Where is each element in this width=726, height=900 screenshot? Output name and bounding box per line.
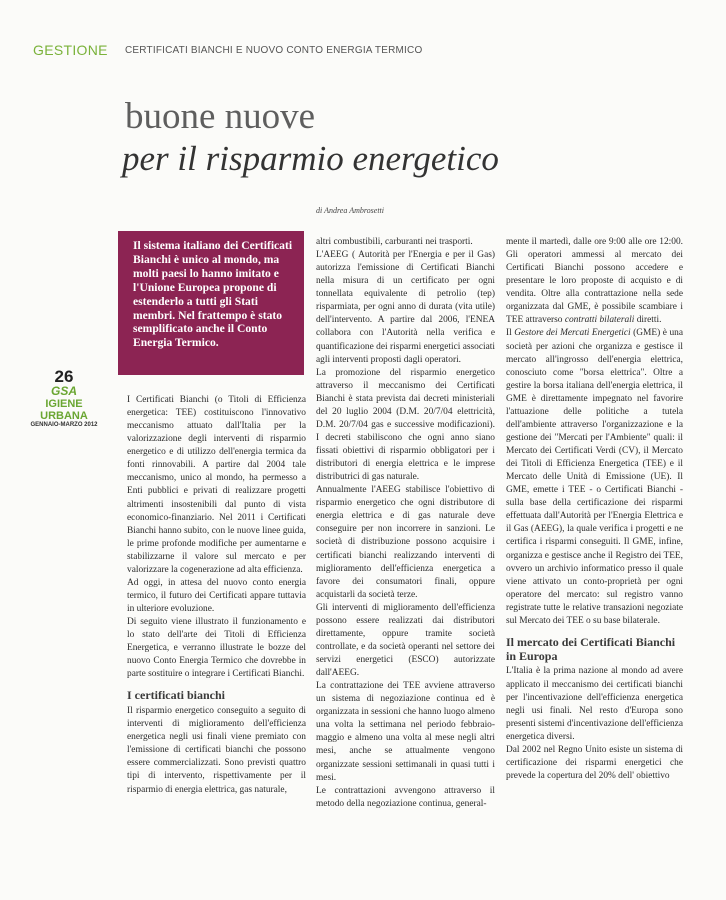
article-title-line2: per il risparmio energetico	[122, 139, 499, 178]
paragraph: Le contrattazioni avvengono attraverso il metodo della negoziazione continua, general-	[316, 785, 495, 809]
italic-term: contratti bilaterali	[564, 315, 635, 326]
paragraph: Annualmente l'AEEG stabilisce l'obiettivo di risparmio energetico che ogni distributore di energia elettrica e di gas naturale deve conseguire per non incorrere in sanzioni. Le società di distribuzione possono acquisire i certificati bianchi realizzando interventi di miglioramento dell'efficienza energetica a favore dei consumatori finali, oppure acquistarli da società terze.	[316, 485, 495, 600]
paragraph	[506, 236, 683, 327]
paragraph: altri combustibili, carburanti nei trasporti.	[316, 237, 473, 247]
paragraph-text: diretti.	[634, 315, 662, 326]
text-column-3	[506, 236, 683, 783]
text-column-1	[127, 394, 306, 797]
running-header: CERTIFICATI BIANCHI E NUOVO CONTO ENERGIA TERMICO	[125, 45, 423, 56]
paragraph-text: (GME) è una società per azioni che organizza e gestisce il mercato all'ingrosso dell'energia elettrica, conosciuto come "borsa elettrica". Oltre a gestire la borsa italiana dell'energia elettrica, il GME è direttamente impegnato nel favorire l'attuazione delle politiche a tutela dell'ambiente attraverso l'organizzazione e la gestione dei "Mercati per l'Ambiente" quali: il Mercato dei Certificati Verdi (CV), il Mercato dei Titoli di Efficienza Energetica (TEE) e il Mercato delle Unità di Emissione (UE). Il GME, emette i TEE - o Certificati Bianchi - sulla base della certificazione dei risparmi effettuata dall'Autorità per l'Energia Elettrica e il Gas (AEEG), la quale verifica i progetti e ne certifica i risparmi conseguiti. Il GME, infine, organizza e gestisce anche il Registro dei TEE, ovvero un archivio informatico presso il quale viene attivato un conto-proprietà per ogni operatore del mercato: sul registro vanno registrate tutte le relative transazioni negoziate sul Mercato dei TEE o su base bilaterale.	[506, 328, 683, 626]
magazine-logo: GSA	[50, 384, 77, 398]
section-heading: Il mercato dei Certificati Bianchi in Europa	[506, 634, 676, 663]
paragraph: L'Italia è la prima nazione al mondo ad avere applicato il meccanismo dei certificati bianchi per l'incentivazione dell'efficienza energetica negli usi finali. Nel resto d'Europa sono presenti sistemi d'incentivazione dell'efficienza energetica diversi.	[506, 666, 683, 742]
paragraph-text: Il	[506, 328, 515, 339]
paragraph	[506, 327, 683, 627]
paragraph: La promozione del risparmio energetico attraverso il meccanismo dei Certificati Bianchi è stata prevista dai decreti ministeriali del 20 luglio 2004 (D.M. 20/7/04 elettricità, D.M. 20/7/04 gas e successive modificazioni). I decreti stabiliscono che ogni anno siano fissati obiettivi di risparmio obbligatori per i distributori di energia elettrica e le imprese distributrici di gas naturale.	[316, 367, 495, 483]
paragraph-text: mente il martedì, dalle ore 9:00 alle ore 12:00. Gli operatori ammessi al mercato dei Certificati Bianchi possono accedere e presentare le loro proposte di acquisto e di vendita. Oltre alla contrattazione nella sede organizzata dal GME, è possibile scambiare i TEE attraverso	[506, 237, 683, 326]
paragraph: Gli interventi di miglioramento dell'efficienza possono essere realizzati dai distributori direttamente, oppure tramite società controllate, e da società operanti nel settore dei servizi energetici (ESCO) autorizzate dall'AEEG.	[316, 602, 495, 679]
paragraph: L'AEEG ( Autorità per l'Energia e per il Gas) autorizza l'emissione di Certificati Bianchi nella misura di un certificato per ogni tonnellata equivalente di petrolio (tep) risparmiata, per ogni anno di durata (vita utile) dell'intervento. A partire dal 2006, l'ENEA collabora con l'Autorità nella verifica e quantificazione dei risparmi energetici associati agli interventi proposti dagli operatori.	[316, 250, 495, 365]
author-byline: di Andrea Ambrosetti	[316, 206, 384, 215]
pull-quote-box	[118, 231, 304, 375]
paragraph: Ad oggi, in attesa del nuovo conto energia termico, il futuro dei Certificati appare tuttavia in ulteriore evoluzione.	[127, 577, 306, 614]
article-title-line1: buone nuove	[125, 96, 316, 137]
paragraph: Dal 2002 nel Regno Unito esiste un sistema di certificazione dei risparmi energetici che prevede la copertura del 20% dell' obiettivo	[506, 744, 683, 781]
paragraph: La contrattazione dei TEE avviene attraverso un sistema di negoziazione continua ed è organizzata in sessioni che hanno luogo almeno una volta la settimana nel periodo febbraio-maggio e almeno una volta al mese negli altri mesi, anche se attualmente vengono organizzate sessioni settimanali in quasi tutti i mesi.	[316, 681, 495, 783]
paragraph: Il risparmio energetico conseguito a seguito di interventi di miglioramento dell'efficienza energetica negli usi finali viene premiato con l'emissione di certificati bianchi che possono essere commercializzati. Sono previsti quattro tipi di intervento, rispettivamente per il risparmio di energia elettrica, gas naturale,	[127, 706, 306, 795]
section-label: GESTIONE	[33, 42, 108, 58]
pull-quote-text: Il sistema italiano dei Certificati Bianchi è unico al mondo, ma molti paesi lo hanno imitato e l'Unione Europea propone di estenderlo a tutti gli Stati membri. Nel frattempo è stato semplificato anche il Conto Energia Termico.	[133, 239, 293, 350]
magazine-name: IGIENE URBANA	[40, 398, 88, 423]
section-heading: I certificati bianchi	[127, 688, 225, 703]
issue-date: GENNAIO-MARZO 2012	[30, 422, 98, 429]
paragraph: Di seguito viene illustrato il funzionamento e lo stato dell'arte dei Titoli di Efficienza Energetica, e verranno illustrate le bozze del nuovo Conto Energia Termico che dovrebbe in parte sostituire o integrare i Certificati Bianchi.	[127, 617, 306, 680]
paragraph: I Certificati Bianchi (o Titoli di Efficienza energetica: TEE) costituiscono l'innovativo meccanismo attuato dall'Italia per la valorizzazione degli interventi di risparmio energetico e di utilizzo dell'energia termica da fonti rinnovabili. A partire dal 2004 tale meccanismo, unico al mondo, ha permesso a Enti pubblici e privati di realizzare progetti altrimenti insostenibili dal punto di vista economico-finanziario. Nel 2011 i Certificati Bianchi hanno subito, con le nuove linee guida, le prime profonde modifiche per aumentarne e stabilizzarne il valore sul mercato e per valorizzare la cogenerazione ad alta efficienza.	[127, 395, 306, 575]
page-number: 26	[54, 367, 74, 386]
italic-term: Gestore dei Mercati Energetici	[514, 328, 631, 339]
page-info	[30, 368, 98, 428]
text-column-2	[316, 236, 495, 811]
